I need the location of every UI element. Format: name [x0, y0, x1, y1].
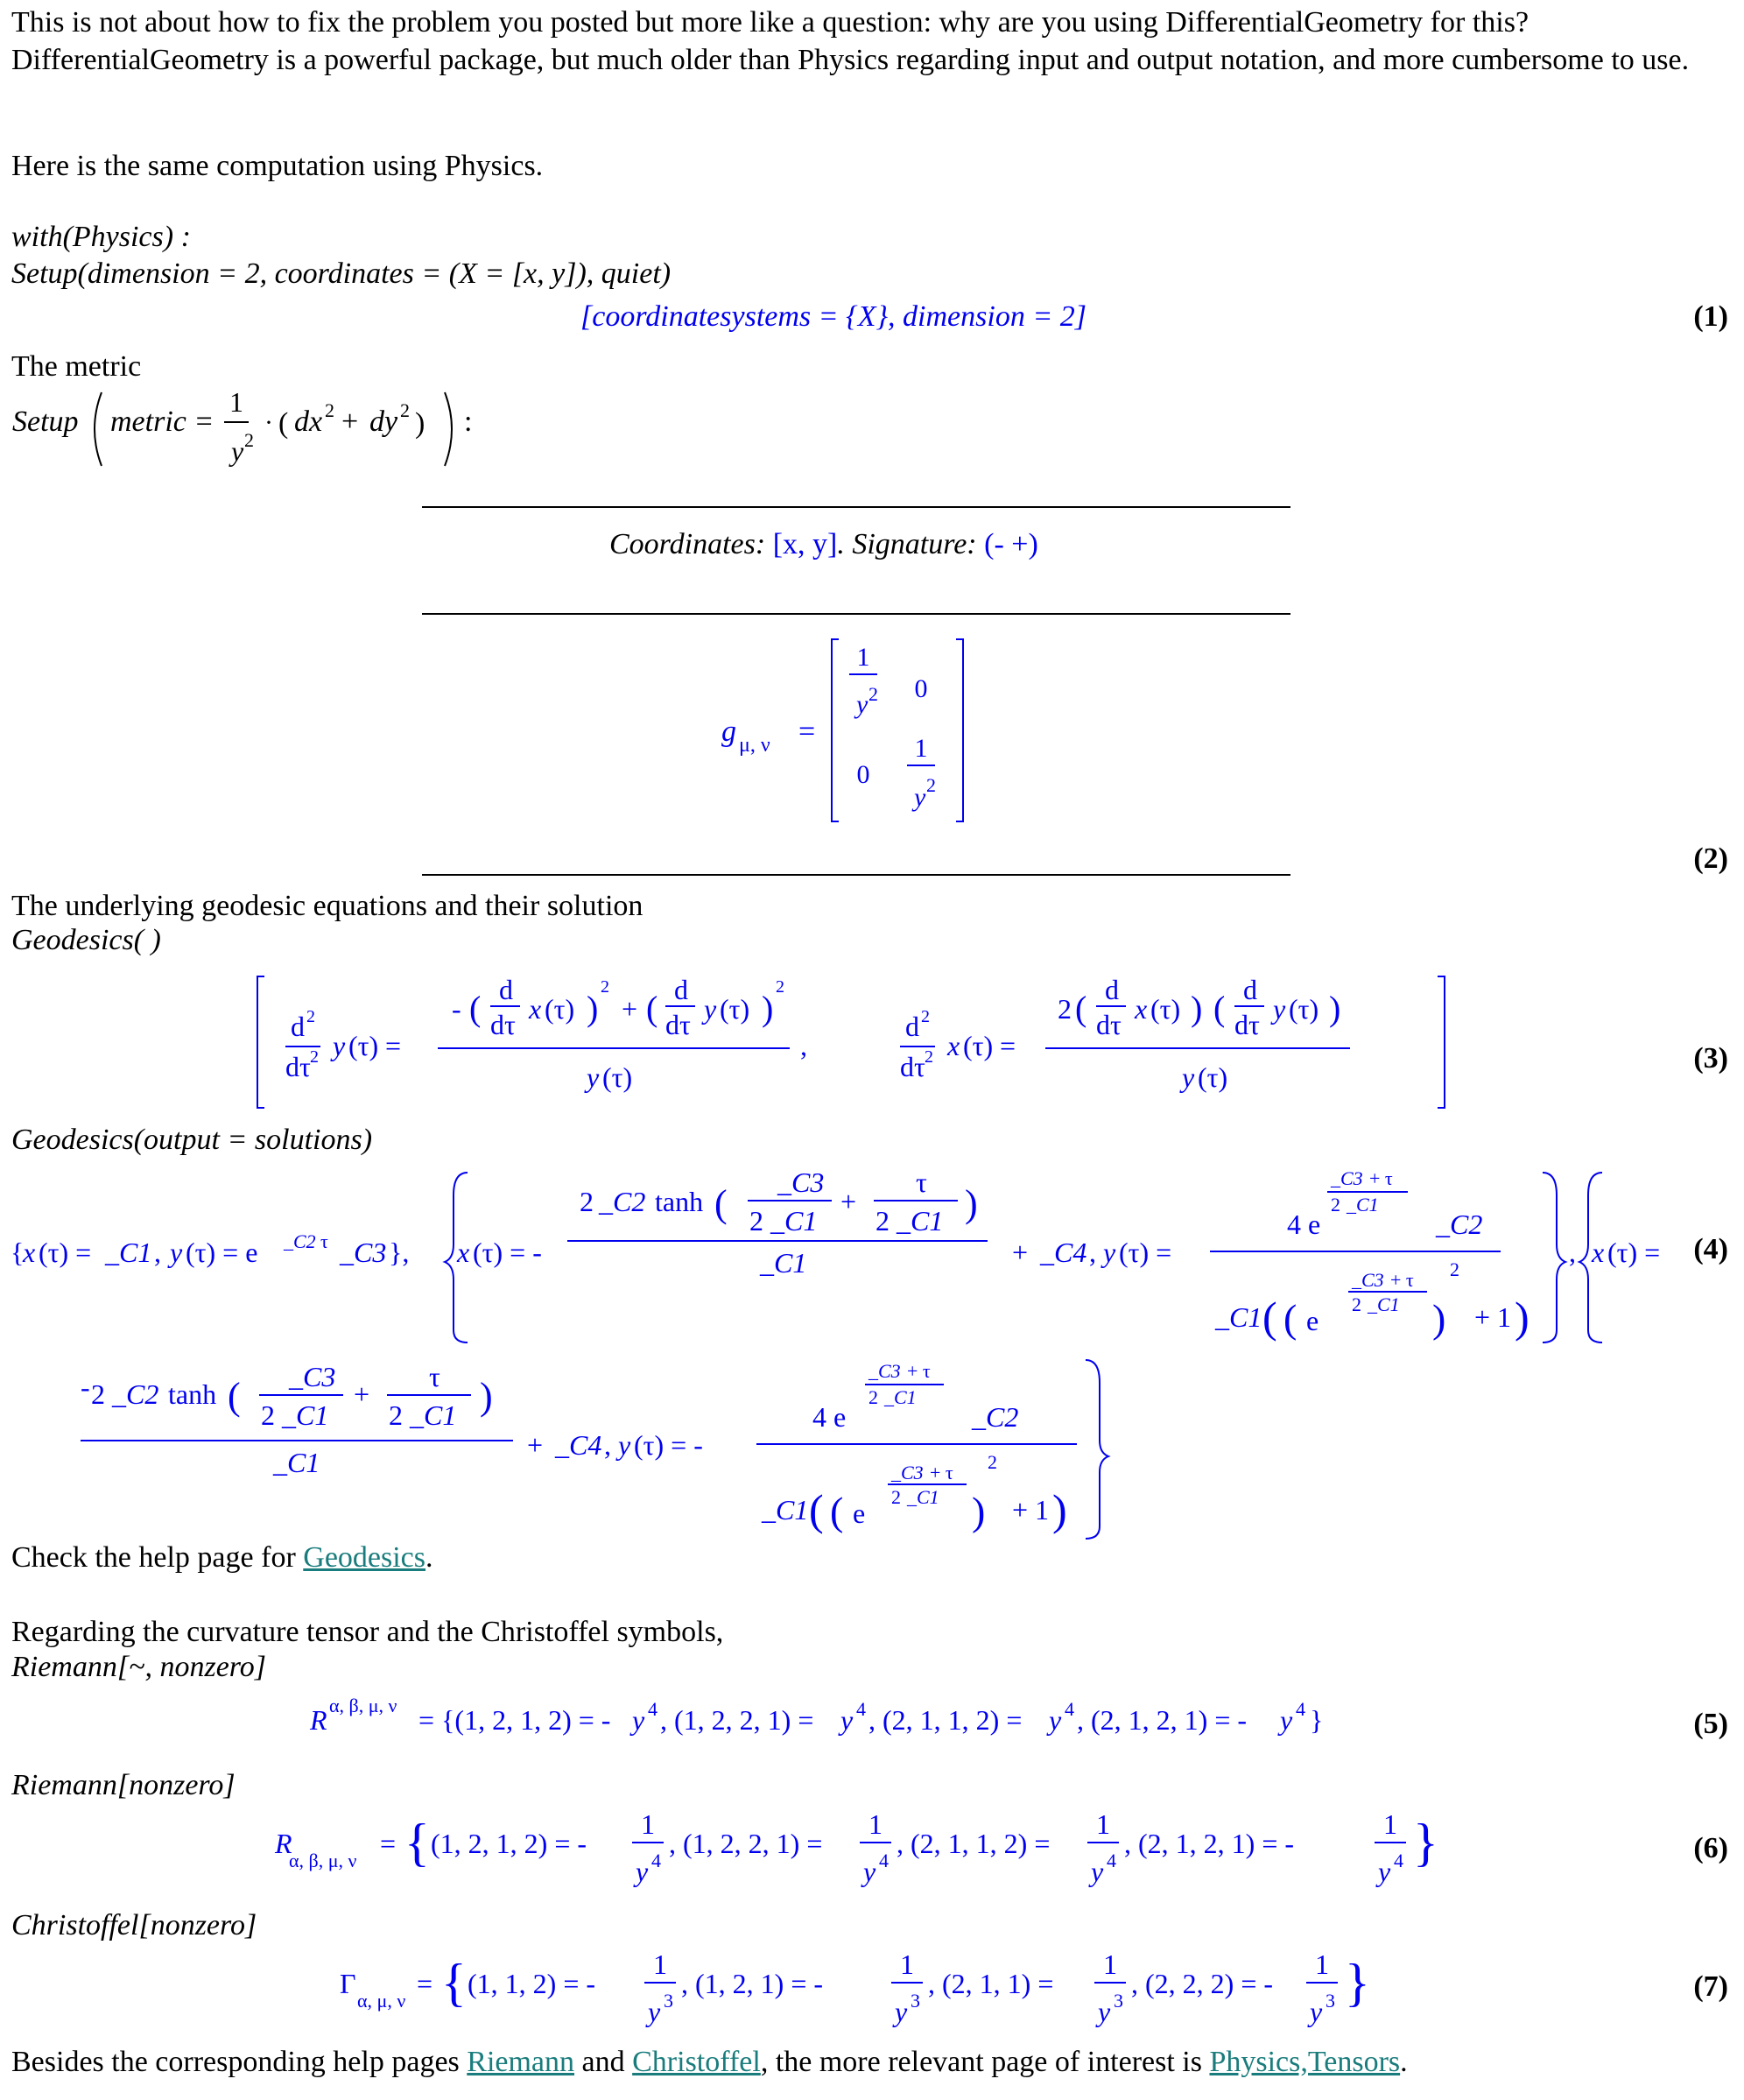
svg-text:+: + — [840, 1186, 857, 1217]
svg-text:+ τ: + τ — [907, 1360, 931, 1382]
svg-text:y: y — [856, 690, 868, 719]
svg-text:2: 2 — [921, 1007, 930, 1026]
riemann-label: Regarding the curvature tensor and the Christoffel symbols, — [11, 1616, 724, 1648]
svg-text:e: e — [853, 1497, 866, 1529]
equation-number-3: (3) — [1693, 1042, 1728, 1075]
geodesic-solutions — [7, 1160, 1688, 1546]
christoffel-output — [333, 1944, 1401, 2040]
christoffel-input[interactable]: Christoffel[nonzero] — [11, 1909, 257, 1941]
svg-text:y: y — [895, 1996, 908, 2027]
svg-text:4: 4 — [648, 1698, 658, 1720]
svg-text:dτ: dτ — [490, 1009, 516, 1040]
besides-help-line — [11, 2043, 1408, 2081]
svg-text:, (2, 1, 1, 2) =: , (2, 1, 1, 2) = — [897, 1828, 1051, 1859]
svg-text:+: + — [354, 1378, 370, 1410]
svg-text:4 e: 4 e — [1287, 1209, 1321, 1240]
svg-text:+: + — [622, 993, 638, 1025]
svg-text:4: 4 — [1394, 1850, 1403, 1871]
intro-paragraph: This is not about how to fix the problem you posted but more like a question: why are you using DifferentialGeometry for this? DifferentialGeometry is a powerful package, but much older than Physics regarding input and output notation, and more cumbersome to use. — [11, 6, 1690, 76]
svg-text:(1, 1, 2) = -: (1, 1, 2) = - — [468, 1968, 596, 1999]
svg-text:1: 1 — [900, 1948, 914, 1980]
svg-text:2: 2 — [891, 1486, 901, 1508]
svg-text:y: y — [863, 1856, 876, 1887]
signature-value: (- +) — [984, 528, 1038, 560]
svg-text:tanh: tanh — [655, 1186, 704, 1217]
svg-text::: : — [464, 405, 473, 438]
svg-text:y: y — [1049, 1704, 1062, 1736]
besides-and: and — [581, 2046, 625, 2078]
svg-text:d: d — [674, 974, 688, 1005]
svg-text:y: y — [1378, 1856, 1391, 1887]
svg-text:d: d — [905, 1011, 919, 1042]
svg-text:, (2, 2, 2) = -: , (2, 2, 2) = - — [1131, 1968, 1274, 1999]
riemann-down-output — [268, 1804, 1441, 1900]
svg-text:+ τ: + τ — [930, 1462, 953, 1483]
svg-text:_C2: _C2 — [112, 1378, 159, 1410]
svg-text:(τ): (τ) — [1289, 993, 1319, 1025]
svg-text:3: 3 — [664, 1990, 673, 2012]
svg-text:_C1: _C1 — [1368, 1293, 1400, 1315]
svg-text:y: y — [1182, 1061, 1195, 1093]
geodesics-input[interactable]: Geodesics( ) — [11, 924, 161, 956]
svg-text:): ) — [1515, 1293, 1530, 1342]
svg-text:_C2: _C2 — [972, 1401, 1019, 1433]
svg-text:y: y — [618, 1429, 631, 1461]
svg-text:4: 4 — [1065, 1698, 1074, 1720]
svg-text:_C1: _C1 — [1215, 1301, 1262, 1333]
svg-text:x: x — [529, 993, 542, 1025]
svg-text:(τ): (τ) — [1150, 993, 1181, 1025]
svg-text:1: 1 — [229, 386, 243, 418]
svg-text:2: 2 — [1058, 993, 1072, 1025]
svg-text:+: + — [1012, 1237, 1029, 1268]
svg-text:_C1: _C1 — [105, 1237, 152, 1268]
setup-input[interactable]: Setup(dimension = 2, coordinates = (X = [x, y]), quiet) — [11, 257, 672, 290]
svg-text:_C1: _C1 — [762, 1494, 809, 1526]
svg-text:, (2, 1, 2, 1) = -: , (2, 1, 2, 1) = - — [1124, 1828, 1295, 1859]
svg-text:α, β, μ, ν: α, β, μ, ν — [329, 1695, 397, 1716]
besides-suffix: . — [1400, 2046, 1408, 2078]
svg-text:(: ( — [278, 407, 289, 440]
svg-text:(τ): (τ) — [1198, 1061, 1228, 1093]
svg-text:=: = — [380, 1828, 397, 1859]
svg-text:): ) — [1052, 1485, 1067, 1534]
svg-text:dτ: dτ — [1096, 1009, 1122, 1040]
svg-text:+ 1: + 1 — [1012, 1494, 1050, 1526]
geodesic-label: The underlying geodesic equations and their solution — [11, 890, 643, 922]
svg-text:2: 2 — [1450, 1258, 1459, 1280]
svg-text:(: ( — [469, 989, 482, 1028]
svg-text:_C4: _C4 — [1040, 1237, 1087, 1268]
svg-text:, (2, 1, 1) =: , (2, 1, 1) = — [928, 1968, 1054, 1999]
svg-text:(: ( — [1283, 1296, 1297, 1341]
coordinate-systems-output: [coordinatesystems = {X}, dimension = 2] — [580, 300, 1086, 333]
svg-text:_C1: _C1 — [884, 1386, 917, 1408]
svg-text:4 e: 4 e — [812, 1401, 847, 1433]
svg-text:x: x — [23, 1237, 36, 1268]
christoffel-help-link[interactable]: Christoffel — [632, 2046, 761, 2078]
svg-text:dτ: dτ — [900, 1051, 925, 1082]
svg-text:_C3: _C3 — [289, 1361, 336, 1392]
svg-text:}: } — [1345, 1954, 1370, 2012]
svg-text:-: - — [452, 993, 461, 1025]
svg-text:1: 1 — [856, 643, 870, 672]
besides-mid: , the more relevant page of interest is — [760, 2046, 1202, 2078]
tensors-help-link[interactable]: Physics,Tensors — [1209, 2046, 1401, 2078]
svg-text:2: 2 — [988, 1451, 997, 1473]
svg-text:(: ( — [1262, 1293, 1277, 1342]
svg-text:(: ( — [714, 1182, 728, 1225]
svg-text:2: 2 — [876, 1205, 890, 1237]
riemann-help-link[interactable]: Riemann — [467, 2046, 575, 2078]
metric-matrix — [718, 632, 981, 827]
svg-text:_C2: _C2 — [1436, 1209, 1483, 1240]
svg-text:3: 3 — [1326, 1990, 1335, 2012]
svg-text:-: - — [81, 1371, 90, 1403]
equation-number-4: (4) — [1693, 1233, 1728, 1265]
svg-text:d: d — [1243, 974, 1257, 1005]
rule-top — [422, 506, 1290, 508]
geodesics-solutions-input[interactable]: Geodesics(output = solutions) — [11, 1124, 373, 1156]
svg-text:_C3: _C3 — [340, 1237, 387, 1268]
svg-text:(: ( — [1213, 989, 1226, 1028]
svg-text:e: e — [1306, 1305, 1319, 1336]
svg-text:2: 2 — [244, 429, 254, 451]
svg-text:_C1: _C1 — [1347, 1194, 1379, 1216]
coordinates-label: Coordinates: — [609, 528, 766, 560]
svg-text:2: 2 — [310, 1047, 319, 1067]
svg-text:): ) — [762, 989, 774, 1028]
svg-text:_C1: _C1 — [273, 1447, 320, 1478]
svg-text:_C2: _C2 — [284, 1230, 316, 1252]
svg-text:, (1, 2, 2, 1) =: , (1, 2, 2, 1) = — [660, 1704, 814, 1736]
svg-text:_C1: _C1 — [410, 1399, 457, 1431]
svg-text:+ τ: + τ — [1390, 1269, 1414, 1291]
physics-intro-line: Here is the same computation using Physics. — [11, 150, 544, 182]
svg-text:2: 2 — [580, 1186, 594, 1217]
svg-text:y: y — [632, 1704, 645, 1736]
svg-text:2: 2 — [91, 1378, 105, 1410]
svg-text:_C4: _C4 — [555, 1429, 602, 1461]
svg-text:τ: τ — [320, 1230, 328, 1252]
svg-text:Γ: Γ — [340, 1968, 356, 1999]
svg-text:_C3: _C3 — [777, 1166, 825, 1198]
svg-text:},: }, — [389, 1237, 410, 1268]
svg-text:4: 4 — [1107, 1850, 1116, 1871]
svg-text:3: 3 — [1114, 1990, 1123, 2012]
svg-text:y: y — [333, 1030, 346, 1061]
svg-text:x: x — [1135, 993, 1148, 1025]
svg-text:, (1, 2, 2, 1) =: , (1, 2, 2, 1) = — [669, 1828, 823, 1859]
svg-text:2: 2 — [868, 683, 878, 705]
riemann-down-input[interactable]: Riemann[nonzero] — [11, 1769, 236, 1801]
coordinates-signature-line — [609, 528, 1038, 561]
svg-text:dx: dx — [294, 405, 323, 438]
equation-number-5: (5) — [1693, 1708, 1728, 1740]
svg-text:y: y — [1091, 1856, 1104, 1887]
svg-text:(: ( — [809, 1485, 824, 1534]
svg-text:=: = — [385, 1030, 402, 1061]
svg-text:y: y — [587, 1061, 600, 1093]
geodesics-help-link[interactable]: Geodesics — [303, 1541, 426, 1574]
svg-text:4: 4 — [879, 1850, 889, 1871]
svg-text:1: 1 — [641, 1808, 655, 1840]
svg-text:(τ) = -: (τ) = - — [473, 1237, 542, 1268]
svg-text:_C1: _C1 — [770, 1205, 818, 1237]
svg-text:2: 2 — [1352, 1293, 1361, 1315]
svg-text:=: = — [1000, 1030, 1016, 1061]
svg-text:, (2, 1, 2, 1) = -: , (2, 1, 2, 1) = - — [1077, 1704, 1248, 1736]
svg-text:(τ): (τ) — [720, 993, 750, 1025]
geodesic-equations — [254, 968, 1462, 1117]
svg-text:α, μ, ν: α, μ, ν — [357, 1990, 406, 2012]
svg-text:2: 2 — [306, 1007, 315, 1026]
check-help-prefix: Check the help page for — [11, 1541, 296, 1574]
besides-prefix: Besides the corresponding help pages — [11, 2046, 460, 2078]
svg-text:4: 4 — [1296, 1698, 1305, 1720]
svg-text:+ τ: + τ — [1369, 1167, 1393, 1189]
svg-text:(τ) =: (τ) = — [1607, 1237, 1661, 1268]
rule-bottom — [422, 874, 1290, 876]
signature-label: . Signature: — [837, 528, 977, 560]
svg-text:y: y — [1273, 993, 1286, 1025]
svg-text:y: y — [1103, 1237, 1116, 1268]
svg-text:R: R — [310, 1704, 327, 1736]
svg-text:y: y — [648, 1996, 661, 2027]
svg-text:2: 2 — [389, 1399, 403, 1431]
riemann-up-output — [306, 1686, 1436, 1747]
riemann-up-input[interactable]: Riemann[~, nonzero] — [11, 1651, 267, 1683]
svg-text:): ) — [1432, 1296, 1446, 1341]
svg-text:}: } — [1413, 1814, 1438, 1871]
svg-text:2: 2 — [776, 977, 784, 997]
svg-text:dτ: dτ — [1234, 1009, 1260, 1040]
svg-text:y: y — [170, 1237, 183, 1268]
svg-text:1: 1 — [1096, 1808, 1110, 1840]
svg-text:=: = — [798, 715, 816, 748]
svg-text:,: , — [154, 1237, 161, 1268]
svg-text:4: 4 — [651, 1850, 661, 1871]
svg-text:,: , — [604, 1429, 611, 1461]
svg-text:(: ( — [228, 1375, 241, 1418]
check-help-suffix: . — [425, 1541, 433, 1574]
svg-text:α, β, μ, ν: α, β, μ, ν — [289, 1850, 357, 1871]
svg-text:): ) — [415, 407, 425, 440]
svg-text:): ) — [972, 1489, 986, 1533]
svg-text:2: 2 — [261, 1399, 275, 1431]
equation-number-2: (2) — [1693, 842, 1728, 875]
svg-text:y: y — [1098, 1996, 1111, 2027]
svg-text:): ) — [480, 1375, 493, 1418]
svg-text:3: 3 — [911, 1990, 920, 2012]
svg-text:(: ( — [646, 989, 658, 1028]
svg-text:x: x — [947, 1030, 960, 1061]
svg-text:(τ) =: (τ) = — [1119, 1237, 1172, 1268]
svg-text:,: , — [800, 1030, 807, 1061]
svg-text:y: y — [914, 783, 926, 812]
svg-text:=: = — [417, 1968, 433, 1999]
svg-text:_C2: _C2 — [599, 1186, 646, 1217]
svg-text:τ: τ — [429, 1361, 440, 1392]
svg-text:tanh: tanh — [168, 1378, 217, 1410]
svg-text:): ) — [965, 1182, 978, 1225]
svg-text:4: 4 — [856, 1698, 866, 1720]
svg-text:, (2, 1, 1, 2) =: , (2, 1, 1, 2) = — [868, 1704, 1023, 1736]
svg-text:1: 1 — [1103, 1948, 1117, 1980]
svg-text:): ) — [1191, 989, 1203, 1028]
svg-text:(τ): (τ) — [348, 1030, 379, 1061]
rule-middle — [422, 613, 1290, 615]
svg-text:(τ) =: (τ) = — [39, 1237, 92, 1268]
svg-text:1: 1 — [914, 734, 928, 763]
equation-number-6: (6) — [1693, 1832, 1728, 1864]
svg-text:y: y — [231, 435, 244, 467]
svg-text:(τ): (τ) — [545, 993, 575, 1025]
svg-text:): ) — [1329, 989, 1341, 1028]
svg-text:2: 2 — [926, 774, 936, 796]
svg-text:, (1, 2, 1) = -: , (1, 2, 1) = - — [681, 1968, 824, 1999]
svg-text:y: y — [636, 1856, 649, 1887]
svg-text:,: , — [1569, 1237, 1576, 1268]
svg-text:R: R — [275, 1828, 292, 1859]
svg-text:x: x — [457, 1237, 470, 1268]
svg-text:0: 0 — [856, 760, 870, 789]
svg-text:(1, 2, 1, 2) = -: (1, 2, 1, 2) = - — [431, 1828, 587, 1859]
svg-text:{: { — [404, 1814, 430, 1871]
svg-text:+: + — [341, 405, 359, 438]
svg-text:(τ) = -: (τ) = - — [634, 1429, 703, 1461]
svg-text:(: ( — [830, 1489, 844, 1533]
svg-text:2: 2 — [1331, 1194, 1340, 1216]
svg-text:{: { — [11, 1237, 25, 1268]
svg-text:y: y — [840, 1704, 854, 1736]
svg-text:2: 2 — [868, 1386, 878, 1408]
svg-text:2: 2 — [749, 1205, 763, 1237]
svg-text:_C3: _C3 — [1331, 1167, 1363, 1189]
svg-text:+: + — [527, 1429, 544, 1461]
svg-text:1: 1 — [1383, 1808, 1397, 1840]
svg-text:2: 2 — [325, 399, 334, 421]
svg-text:1: 1 — [868, 1808, 883, 1840]
g-symbol: g — [721, 715, 736, 748]
svg-text:d: d — [1105, 974, 1119, 1005]
svg-text:_C1: _C1 — [897, 1205, 944, 1237]
metric-label: The metric — [11, 350, 142, 383]
equation-number-7: (7) — [1693, 1970, 1728, 2003]
coordinates-value: [x, y] — [772, 528, 838, 560]
svg-text:d: d — [499, 974, 513, 1005]
svg-text:_C3: _C3 — [891, 1462, 924, 1483]
svg-text:(: ( — [1075, 989, 1087, 1028]
svg-text:2: 2 — [601, 977, 609, 997]
svg-text:2: 2 — [400, 399, 410, 421]
svg-text:·: · — [264, 408, 273, 437]
svg-text:dτ: dτ — [285, 1051, 311, 1082]
svg-text:(τ): (τ) — [963, 1030, 994, 1061]
svg-text:1: 1 — [1315, 1948, 1329, 1980]
svg-text:_C3: _C3 — [1352, 1269, 1384, 1291]
with-physics-input[interactable]: with(Physics) : — [11, 221, 191, 253]
svg-text:{: { — [441, 1954, 467, 2012]
g-indices: μ, ν — [739, 734, 770, 757]
svg-text:y: y — [1280, 1704, 1293, 1736]
svg-text:): ) — [587, 989, 599, 1028]
svg-text:x: x — [1592, 1237, 1605, 1268]
setup-word: Setup — [12, 405, 79, 438]
svg-text:dτ: dτ — [665, 1009, 691, 1040]
svg-text:_C3: _C3 — [868, 1360, 901, 1382]
metric-setup-input[interactable] — [7, 377, 497, 473]
svg-text:(τ) = e: (τ) = e — [186, 1237, 258, 1268]
svg-text:τ: τ — [916, 1166, 927, 1198]
svg-text:,: , — [1089, 1237, 1096, 1268]
svg-text:1: 1 — [653, 1948, 667, 1980]
svg-text:(τ): (τ) — [602, 1061, 633, 1093]
svg-text:+ 1: + 1 — [1474, 1301, 1512, 1333]
check-help-line — [11, 1539, 433, 1576]
svg-text:y: y — [1310, 1996, 1323, 2027]
svg-text:2: 2 — [925, 1047, 933, 1067]
svg-text:_C1: _C1 — [282, 1399, 329, 1431]
metric-word: metric = — [110, 405, 214, 438]
svg-text:y: y — [704, 993, 717, 1025]
svg-text:0: 0 — [914, 674, 928, 703]
svg-text:d: d — [291, 1011, 305, 1042]
svg-text:= {(1, 2, 1, 2) = -: = {(1, 2, 1, 2) = - — [418, 1704, 611, 1736]
svg-text:_C1: _C1 — [907, 1486, 939, 1508]
svg-text:_C1: _C1 — [760, 1247, 807, 1279]
svg-text:dy: dy — [369, 405, 398, 438]
equation-number-1: (1) — [1693, 300, 1728, 333]
svg-text:}: } — [1310, 1704, 1324, 1736]
